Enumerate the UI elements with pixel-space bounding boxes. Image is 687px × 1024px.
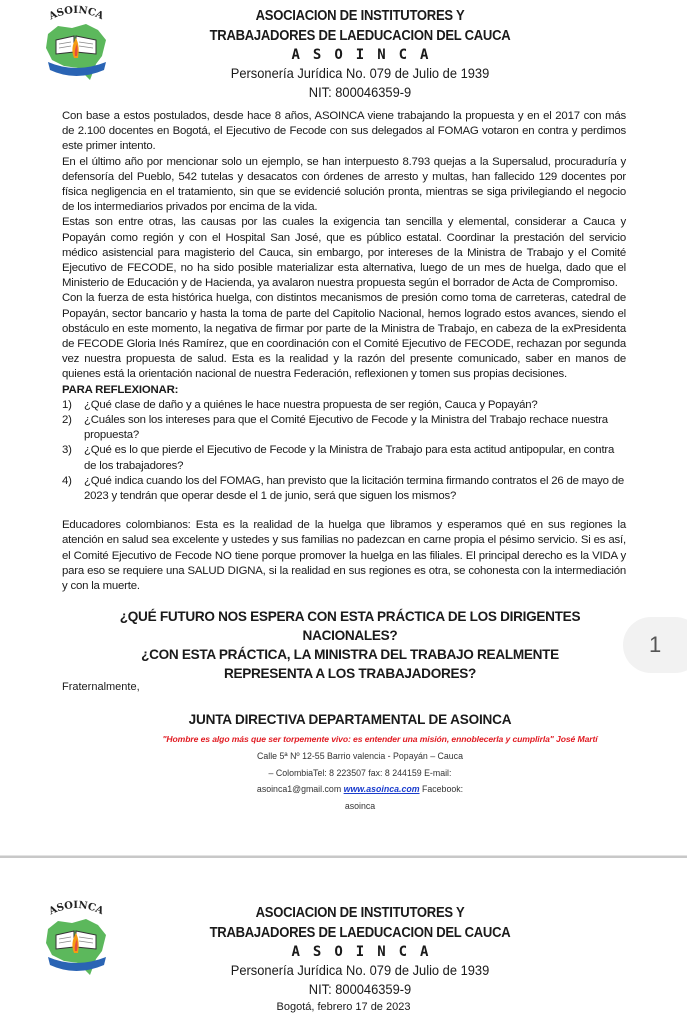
page-number-badge[interactable]: 1	[623, 617, 687, 673]
reflection-heading: PARA REFLEXIONAR:	[62, 383, 179, 396]
reflection-questions	[62, 398, 626, 504]
org-acronym: ASOINCA	[291, 944, 442, 960]
org-name-line1: ASOCIACION DE INSTITUTORES Y	[255, 8, 465, 24]
question-item	[62, 443, 626, 473]
paragraph-3: Estas son entre otras, las causas por las cuales la exigencia tan sencilla y elemental, considerar a Cauca y Popayán como región y con el Hospital San José, que es público estatal. Coordinar la prestación del servicio médico asistencial para magisterio del Cauca, sin embargo, por intereses de la Ministra de Trabajo y el Comité Ejecutivo de FECODE, no ha sido posible materializar esta alternativa, luego de un mes de huelga, dado que el Ministerio de Educación y de Hacienda, ya avalaron nuestra propuesta según el borrador de Acta de Compromiso.	[62, 216, 626, 290]
spacer	[62, 504, 626, 518]
address-line-3	[200, 781, 520, 798]
page-divider	[0, 855, 687, 858]
nit-number: NIT: 800046359-9	[308, 981, 412, 997]
facebook-label: Facebook:	[422, 784, 464, 794]
legal-personality: Personería Jurídica No. 079 de Julio de 1939	[230, 962, 490, 978]
org-name-line2: TRABAJADORES DE LAEDUCACION DEL CAUCA	[209, 28, 511, 44]
signatory-board: JUNTA DIRECTIVA DEPARTAMENTAL DE ASOINCA	[188, 712, 512, 727]
org-name-line1: ASOCIACION DE INSTITUTORES Y	[255, 905, 465, 921]
closing-question-2: ¿CON ESTA PRÁCTICA, LA MINISTRA DEL TRABAJO REALMENTE REPRESENTA A LOS TRABAJADORES?	[141, 647, 559, 681]
letter-body	[62, 109, 626, 594]
question-text: ¿Cuáles son los intereses para que el Comité Ejecutivo de Fecode y la Ministra del Trabajo rechace nuestra propuesta?	[84, 414, 608, 442]
question-text: ¿Qué clase de daño y a quiénes le hace nuestra propuesta de ser región, Cauca y Popayán?	[84, 398, 538, 411]
closing-question-1: ¿QUÉ FUTURO NOS ESPERA CON ESTA PRÁCTICA DE LOS DIRIGENTES NACIONALES?	[119, 609, 581, 643]
paragraph-4: Con la fuerza de esta histórica huelga, con distintos mecanismos de presión como toma de carreteras, catedral de Popayán, sector bancario y hasta la toma de parte del Capitolio Nacional, hemos logrado estos avances, siendo el obstáculo en este momento, la negativa de firmar por parte de la Ministra de Trabajo, en cabeza de la exPresidenta de FECODE Gloria Inés Ramírez, que en coordinación con el Comité Ejecutivo de FECODE, rechazan por segunda vez nuestra propuesta de salud. Esta es la realidad y la razón del presente comunicado, saber en manos de quienes está la orientación nacional de nuestra Federación, reflexionen y tomen sus propias decisiones.	[62, 292, 626, 381]
paragraph-1: Con base a estos postulados, desde hace 8 años, ASOINCA viene trabajando la propuesta y en el 2017 con más de 2.100 docentes en Bogotá, el Ejecutivo de Fecode con sus delegados al FOMAG votaron en contra y perdimos este primer intento.	[62, 110, 626, 153]
letterhead	[0, 0, 687, 100]
org-name-line2: TRABAJADORES DE LAEDUCACION DEL CAUCA	[209, 925, 511, 941]
question-text: ¿Qué es lo que pierde el Ejecutivo de Fecode y la Ministra de Trabajo para esta actitud antipopular, en contra de los trabajadores?	[84, 444, 615, 472]
question-text: ¿Qué indica cuando los del FOMAG, han previsto que la licitación termina firmando contratos el 26 de mayo de 2023 y tendrán que operar desde el 1 de junio, será que siguen los mismos?	[84, 474, 624, 503]
closing-questions	[110, 607, 590, 683]
letter-date: Bogotá, febrero 17 de 2023	[276, 1001, 411, 1013]
question-number: 4)	[62, 474, 72, 487]
address-line-1: Calle 5ª Nº 12-55 Barrio valencia - Popayán – Cauca	[257, 751, 463, 761]
asoinca-logo-icon	[38, 899, 114, 977]
question-number: 2)	[62, 414, 72, 427]
svg-text:ASOINCA: ASOINCA	[47, 4, 106, 23]
facebook-handle: asoinca	[344, 800, 376, 811]
letterhead-text	[150, 6, 570, 101]
letterhead	[0, 895, 687, 995]
org-acronym: ASOINCA	[291, 47, 442, 63]
legal-personality: Personería Jurídica No. 079 de Julio de 1939	[230, 65, 490, 81]
paragraph-2: En el último año por mencionar solo un ejemplo, se han interpuesto 8.793 quejas a la Supersalud, procuraduría y defensoría del Pueblo, 542 tutelas y desacatos con órdenes de arresto y multas, han fallecido 129 docentes por física negligencia en el tratamiento, sin que se evidencié solución pronta, mientras se siga privilegiando el negocio de los intermediarios privados por encima de la vida.	[62, 155, 626, 214]
address-line-2: – ColombiaTel: 8 223507 fax: 8 244159 E-mail:	[268, 767, 452, 778]
email-text: asoinca1@gmail.com	[256, 784, 342, 794]
contact-address	[200, 748, 520, 814]
question-item	[62, 398, 626, 413]
question-item	[62, 474, 626, 504]
nit-number: NIT: 800046359-9	[308, 84, 412, 100]
question-number: 3)	[62, 444, 72, 457]
question-item	[62, 413, 626, 443]
document-page-2	[0, 859, 687, 1024]
website-link[interactable]: www.asoinca.com	[343, 784, 420, 794]
question-number: 1)	[62, 398, 72, 411]
asoinca-logo-icon	[38, 4, 114, 82]
jose-marti-quote: "Hombre es algo más que ser torpemente vivo: es entender una misión, ennoblecerla y cumplirla" José Martí	[162, 734, 598, 744]
letterhead-text	[150, 903, 570, 998]
svg-text:ASOINCA: ASOINCA	[47, 899, 106, 918]
educators-paragraph: Educadores colombianos: Esta es la realidad de la huelga que libramos y esperamos qué en sus regiones la atención en salud sea excelente y ustedes y sus familias no padezcan en carne propia el pésimo servicio. Si es así, el Comité Ejecutivo de Fecode NO tiene porque promover la huelga en las filiales. El principal derecho es la VIDA y para eso se requiere una SALUD DIGNA, si la realidad en sus regiones es otra, se cohonesta con la intermediación y con la muerte.	[62, 519, 626, 593]
salutation: Fraternalmente,	[62, 681, 140, 693]
